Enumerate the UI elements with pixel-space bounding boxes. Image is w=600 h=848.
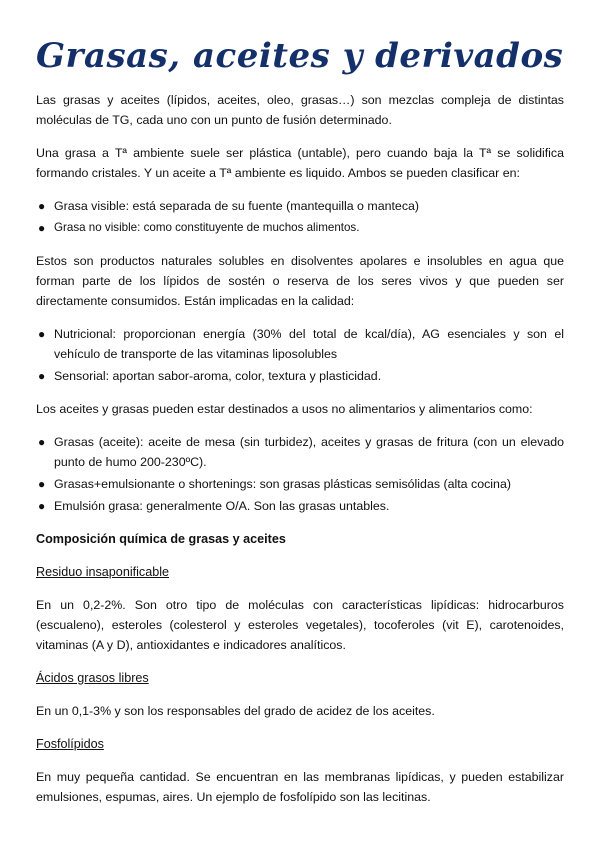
bullet-icon: ●: [38, 327, 46, 341]
bullet-icon: ●: [38, 435, 46, 449]
section-heading: Composición química de grasas y aceites: [36, 532, 286, 546]
list-item: ● Grasas+emulsionante o shortenings: son grasas plásticas semisólidas (alta cocina): [36, 474, 564, 494]
list-item: ● Nutricional: proporcionan energía (30% del total de kcal/día), AG esenciales y son el vehículo de transporte de las vitaminas liposolubles: [36, 324, 564, 364]
list-item: ● Emulsión grasa: generalmente O/A. Son las grasas untables.: [36, 496, 564, 516]
quality-list: [36, 324, 564, 386]
fat-classification-list: [36, 196, 564, 238]
intro-paragraph-1: Las grasas y aceites (lípidos, aceites, oleo, grasas…) son mezclas compleja de distintas moléculas de TG, cada uno con un punto de fusión determinado.: [36, 93, 564, 127]
subheading-fosfolipidos: Fosfolípidos: [36, 737, 104, 751]
acidos-grasos-paragraph: En un 0,1-3% y son los responsables del grado de acidez de los aceites.: [36, 704, 435, 718]
list-item: ● Grasas (aceite): aceite de mesa (sin turbidez), aceites y grasas de fritura (con un elevado punto de humo 200-230ºC).: [36, 432, 564, 472]
intro-paragraph-4: Los aceites y grasas pueden estar destinados a usos no alimentarios y alimentarios como:: [36, 402, 533, 416]
bullet-icon: ●: [38, 477, 46, 491]
subheading-acidos-grasos: Ácidos grasos libres: [36, 671, 149, 685]
intro-paragraph-2: Una grasa a Tª ambiente suele ser plástica (untable), pero cuando baja la Tª se solidifica formando cristales. Y un aceite a Tª ambiente es liquido. Ambos se pueden clasificar en:: [36, 146, 564, 180]
insaponificable-paragraph: En un 0,2-2%. Son otro tipo de moléculas con características lipídicas: hidrocarburos (escualeno), esteroles (colesterol y esteroles vegetales), tocoferoles (vit E), carotenoides, vitaminas (A y D), antioxidantes e indicadores analíticos.: [36, 598, 564, 652]
list-item: ● Sensorial: aportan sabor-aroma, color, textura y plasticidad.: [36, 366, 564, 386]
bullet-icon: ●: [38, 369, 46, 383]
page-title: Grasas, aceites y derivados: [36, 36, 564, 76]
list-item: ● Grasa no visible: como constituyente de muchos alimentos.: [36, 218, 564, 238]
intro-paragraph-3: Estos son productos naturales solubles en disolventes apolares e insolubles en agua que forman parte de los lípidos de sostén o reserva de los seres vivos y que pueden ser directamente consumidos. Están implicadas en la calidad:: [36, 254, 564, 308]
bullet-icon: ●: [38, 499, 46, 513]
fosfolipidos-paragraph: En muy pequeña cantidad. Se encuentran en las membranas lipídicas, y pueden estabilizar emulsiones, espumas, aires. Un ejemplo de fosfolípido son las lecitinas.: [36, 770, 564, 804]
uses-list: [36, 432, 564, 516]
bullet-icon: ●: [38, 199, 46, 213]
subheading-insaponificable: Residuo insaponificable: [36, 565, 170, 579]
bullet-icon: ●: [38, 221, 46, 235]
document-page: [36, 30, 564, 820]
list-item: ● Grasa visible: está separada de su fuente (mantequilla o manteca): [36, 196, 564, 216]
